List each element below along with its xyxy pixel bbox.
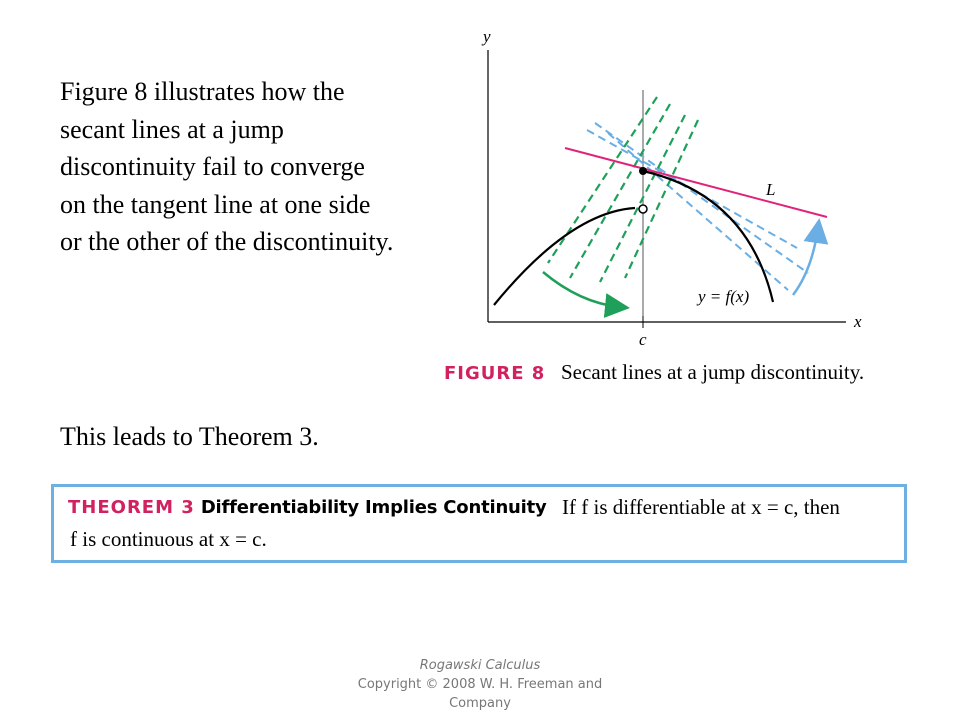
intro-line: or the other of the discontinuity. [60,227,394,256]
figure-8 [430,20,920,390]
figure-caption-text: Secant lines at a jump discontinuity. [561,360,865,384]
theorem-tag: THEOREM 3 [68,497,195,518]
theorem-title: Differentiability Implies Continuity [200,497,547,518]
tangent-line [565,148,827,217]
tangent-label: L [766,180,776,199]
closed-point [639,167,647,175]
green-arrow [543,272,620,307]
theorem-statement-line1: If f is differentiable at x = c, then [562,495,840,519]
intro-line: on the tangent line at one side [60,189,371,219]
right-secant-line [595,123,808,273]
c-label: c [639,330,647,349]
blue-arrow [793,228,818,295]
open-point [639,205,647,213]
right-secant-lines [587,123,808,290]
left-secant-line [548,97,657,263]
x-axis-label: x [854,312,862,331]
theorem-box [51,484,907,563]
left-secant-line [625,120,698,278]
intro-line: Figure 8 illustrates how the [60,77,345,106]
theorem-statement-line2: f is continuous at x = c. [70,527,267,551]
intro-line: discontinuity fail to converge [60,152,365,181]
figure-caption-tag: FIGURE 8 [444,363,546,384]
y-axis-label: y [483,27,491,46]
intro-line: secant lines at a jump [60,114,284,144]
lead-text: This leads to Theorem 3. [60,422,319,451]
footer-book-title: Rogawski Calculus [419,658,541,673]
left-secant-line [570,104,670,278]
curve-right-branch [643,171,776,302]
intro-paragraph [60,73,480,261]
curve-label: y = f(x) [698,287,750,306]
theorem-heading [68,497,547,518]
footer-copyright: Copyright © 2008 W. H. Freeman and Company [357,677,603,711]
left-secant-lines [548,97,698,282]
footer [340,656,620,713]
